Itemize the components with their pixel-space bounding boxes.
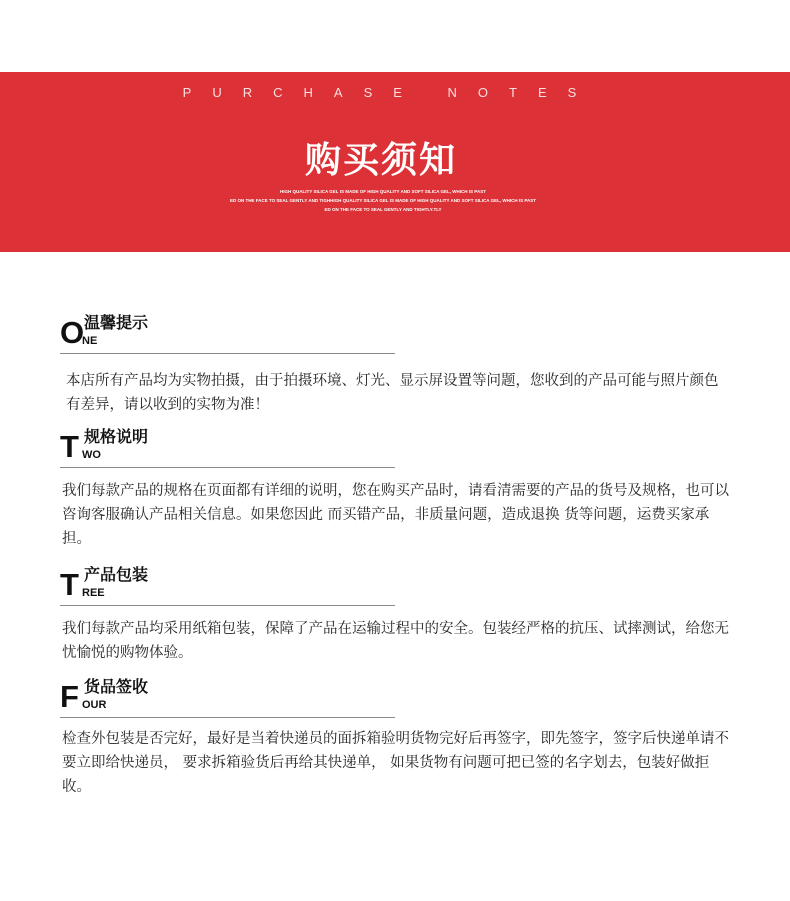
- section-title: 温馨提示: [84, 313, 149, 332]
- section-number-word: OUR: [82, 699, 107, 711]
- section-heading: [60, 313, 400, 353]
- section-divider: [60, 467, 395, 468]
- section-title: 货品签收: [84, 677, 149, 696]
- header-banner: [0, 72, 790, 252]
- section-body: 本店所有产品均为实物拍摄，由于拍摄环境、灯光、显示屏设置等问题，您收到的产品可能与照片颜色有差异，请以收到的实物为准！: [66, 373, 719, 413]
- section-heading: [60, 677, 400, 717]
- section-body: 我们每款产品均采用纸箱包装，保障了产品在运输过程中的安全。包装经严格的抗压、试摔测试，给您无忧愉悦的购物体验。: [62, 621, 729, 661]
- section-divider: [60, 605, 395, 606]
- section-initial: F: [60, 679, 79, 714]
- banner-subtitle-line: HIGH QUALITY SILICA GEL IS MADE OF HIGH QUALITY AND SOFT SILICA GEL, WHICH IS PAST: [280, 189, 486, 194]
- section-body: 检查外包装是否完好，最好是当着快递员的面拆箱验明货物完好后再签字，即先签字，签字后快递单请不要立即给快递员， 要求拆箱验货后再给其快递单， 如果货物有问题可把已签的名字划去，包装好做拒收。: [62, 731, 729, 795]
- section-initial: T: [60, 567, 79, 602]
- section-divider: [60, 717, 395, 718]
- section-divider: [60, 353, 395, 354]
- section-initial: O: [60, 315, 85, 350]
- section-heading: [60, 427, 400, 467]
- section-body: 我们每款产品的规格在页面都有详细的说明，您在购买产品时，请看清需要的产品的货号及规格，也可以咨询客服确认产品相关信息。如果您因此 而买错产品，非质量问题，造成退换 货等问题，运费买家承担。: [62, 483, 729, 547]
- section-number-word: WO: [82, 449, 101, 461]
- section-title: 规格说明: [84, 427, 149, 446]
- section-title: 产品包装: [84, 565, 149, 584]
- banner-title: 购买须知: [304, 140, 457, 181]
- section-number-word: REE: [82, 587, 105, 599]
- banner-kicker: PURCHASE NOTES: [182, 85, 598, 100]
- section-number-word: NE: [82, 335, 98, 347]
- section-heading: [60, 565, 400, 605]
- section-initial: T: [60, 429, 79, 464]
- banner-subtitle-line: ED ON THE FACE TO SEAL GENTLY AND TIGHTLY.TLY: [324, 207, 442, 212]
- banner-subtitle-line: ED ON THE FACE TO SEAL GENTLY AND TIGHHIGH QUALITY SILICA GEL IS MADE OF HIGH QUALITY AND SOFT SILICA GEL, WHICH IS PAST: [229, 198, 537, 203]
